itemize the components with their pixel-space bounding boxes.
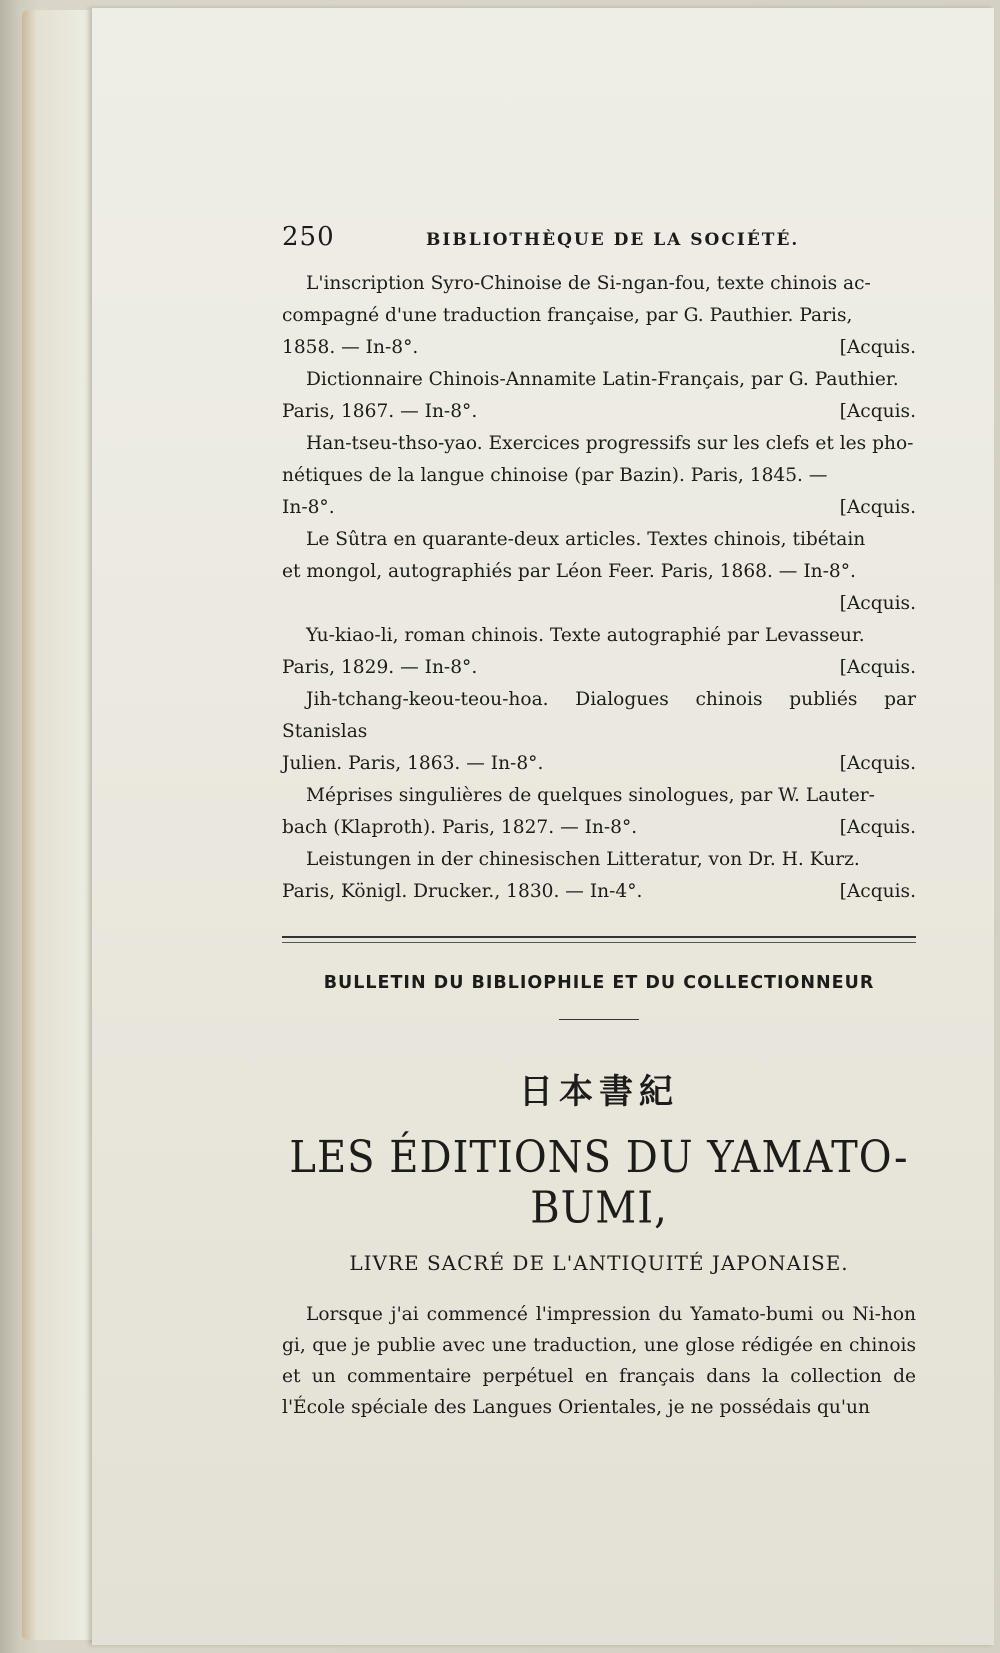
entry-line: et mongol, autographiés par Léon Feer. Paris, 1868. — In-8°. [282, 561, 856, 582]
bibliography-entry [186, 364, 916, 428]
page-number: 250 [282, 222, 335, 252]
article-subtitle: LIVRE SACRÉ DE L'ANTIQUITÉ JAPONAISE. [349, 1251, 849, 1275]
short-divider [559, 1019, 639, 1020]
section-divider [282, 936, 916, 943]
bibliography-entry [186, 780, 916, 844]
bibliography-entry [186, 844, 916, 908]
entry-line: L'inscription Syro-Chinoise de Si-ngan-fou, texte chinois ac- [306, 273, 871, 294]
bulletin-heading: BULLETIN DU BIBLIOPHILE ET DU COLLECTIONNEUR [323, 973, 875, 993]
bibliography-entry [186, 268, 916, 364]
entry-line: Leistungen in der chinesischen Litteratur, von Dr. H. Kurz. [306, 849, 860, 870]
running-head-title: BIBLIOTHÈQUE DE LA SOCIÉTÉ. [426, 230, 800, 250]
page-content [186, 218, 916, 1423]
entry-line: Le Sûtra en quarante-deux articles. Textes chinois, tibétain [306, 529, 866, 550]
bibliography-entry [186, 524, 916, 620]
entry-line: Dictionnaire Chinois-Annamite Latin-Français, par G. Pauthier. [306, 369, 899, 390]
entry-line: bach (Klaproth). Paris, 1827. — In-8°. [282, 817, 638, 838]
entry-line: Yu-kiao-li, roman chinois. Texte autographié par Levasseur. [306, 625, 865, 646]
entry-line: 1858. — In-8°. [282, 337, 419, 358]
entry-line: compagné d'une traduction française, par G. Pauthier. Paris, [282, 305, 853, 326]
acquisition-note: [Acquis. [839, 881, 916, 902]
acquisition-note: [Acquis. [839, 593, 916, 614]
body-paragraph: Lorsque j'ai commencé l'impression du Yamato-bumi ou Ni-hon gi, que je publie avec une traduction, une glose rédigée en chinois et un commentaire perpétuel en français dans la collection de l'École spéciale des Langues Orientales, je ne possédais qu'un [282, 1304, 916, 1418]
entry-line: nétiques de la langue chinoise (par Bazin). Paris, 1845. — [282, 465, 828, 486]
entry-line: Méprises singulières de quelques sinologues, par W. Lauter- [306, 785, 875, 806]
bibliography-entry [186, 620, 916, 684]
bibliography-entry [186, 428, 916, 524]
japanese-title: 日本書紀 [519, 1072, 679, 1112]
running-head [186, 218, 916, 258]
acquisition-note: [Acquis. [839, 337, 916, 358]
article-title: LES ÉDITIONS DU YAMATO-BUMI, [289, 1132, 909, 1234]
entry-line: Paris, 1829. — In-8°. [282, 657, 478, 678]
entry-line: Paris, Königl. Drucker., 1830. — In-4°. [282, 881, 643, 902]
acquisition-note: [Acquis. [839, 497, 916, 518]
entry-line: Julien. Paris, 1863. — In-8°. [282, 753, 544, 774]
acquisition-note: [Acquis. [839, 657, 916, 678]
bibliography-entry [186, 684, 916, 780]
acquisition-note: [Acquis. [839, 753, 916, 774]
acquisition-note: [Acquis. [839, 817, 916, 838]
entry-line: Paris, 1867. — In-8°. [282, 401, 478, 422]
entry-line: Jih-tchang-keou-teou-hoa. Dialogues chinois publiés par Stanislas [282, 689, 916, 742]
entry-line: In-8°. [282, 497, 335, 518]
acquisition-note: [Acquis. [839, 401, 916, 422]
entry-line: Han-tseu-thso-yao. Exercices progressifs sur les clefs et les pho- [306, 433, 914, 454]
